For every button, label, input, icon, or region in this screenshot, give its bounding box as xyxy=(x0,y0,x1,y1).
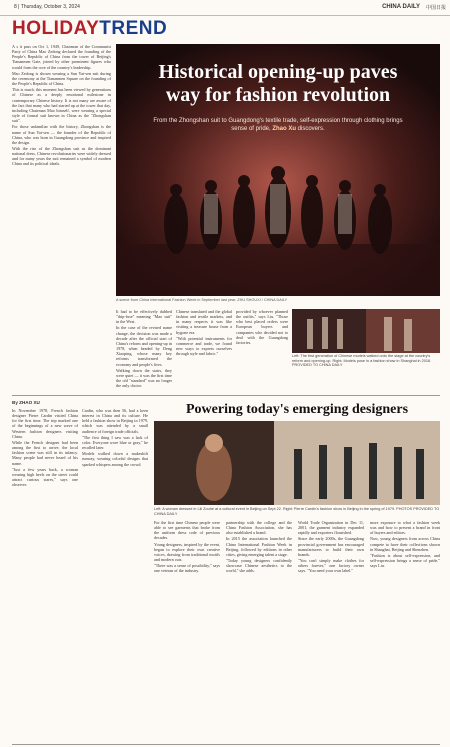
article-column-1 xyxy=(116,309,172,395)
models-caption: Left: The first generation of Chinese models walked onto the stage at the country's reform and opening-up. Right: Models pose in a fashion show in Shanghai in 2018. PROVIDED TO CHINA DAILY xyxy=(292,354,432,368)
secondary-article-paragraph: "Today young designers confidently showcase Chinese aesthetics to the world," she adds. xyxy=(226,558,292,574)
article-paragraph: It had to be effectively dubbed "drip-fuse" meaning "Mao suit" in the West. xyxy=(116,309,172,325)
standfirst: From the Zhongshan suit to Guangdong's textile trade, self-expression through clothing brings sense of pride, Zhao Xu discovers. xyxy=(153,118,403,132)
intro-paragraph: For those unfamiliar with the history, Zhongshan is the name of Sun Yat-sen — the founder of the Republic of China, who was born in Guangdong province and inspired the design. xyxy=(12,124,111,145)
secondary-caption: Left: A woman dressed in Lili Zouhe at a cultural event in Beijing on Sept 22. Right: Pierre Cardin's fashion show in Beijing in the spring of 1979. PHOTOS PROVIDED TO CHINA DAILY xyxy=(154,507,440,516)
headline-line-2: way for fashion revolution xyxy=(165,84,391,106)
author-name: Zhao Xu xyxy=(272,126,296,132)
intro-paragraph: With the rise of the Zhongshan suit as the dominant national dress, Chinese revolutionaries were widely dressed and for many years the suit remained a symbol of modern China and its political ideals. xyxy=(12,145,111,167)
section-divider xyxy=(12,395,440,396)
secondary-article-paragraph: "You can't simply make clothes for others forever," one factory owner says. "You need your own label." xyxy=(298,558,364,574)
secondary-article-paragraph: more exposure to what a fashion week was and how to present a brand in front of buyers and editors. xyxy=(370,520,440,536)
page-bottom-rule xyxy=(12,744,440,745)
section-masthead xyxy=(12,16,440,40)
article-paragraph: In the case of the revised name change, the decision was made a decade after the official start of China's reform and opening-up in 1978, when headed by Deng Xiaoping, whose many key reforms transformed the economy and people's lives. xyxy=(116,325,172,367)
secondary-article-column-6 xyxy=(370,520,440,742)
article-continuation xyxy=(116,305,440,395)
section-title: HOLIDAYTREND xyxy=(12,18,168,39)
article-paragraph: Chinese translated and the global fashion and textile markets, and in many respects it was like visiting a treasure house from a bygone era. xyxy=(176,309,232,335)
page-number-date: 8 | Thursday, October 3, 2024 xyxy=(14,4,80,10)
secondary-article-paragraph: "The first thing I saw was a lack of color. Everyone wore blue or gray," he recalled later. xyxy=(82,434,148,451)
secondary-article-paragraph: partnership with the college and the China Fashion Association, she has also established a brand. xyxy=(226,520,292,536)
left-intro-column xyxy=(12,44,111,340)
hero-caption: A scene from China International Fashion Week in September last year. ZHU SHOUXI / CHINA DAILY xyxy=(116,298,288,302)
secondary-headline: Powering today's emerging designers xyxy=(185,402,409,417)
secondary-article-paragraph: For the first time Chinese people were able to see garments that broke from the uniform dress code of previous decades. xyxy=(154,520,220,541)
article-column-3 xyxy=(236,309,288,395)
article-paragraph: Walking down the stairs, they were quiet — it was the first time the old "standard" was no longer the only choice. xyxy=(116,367,172,389)
secondary-article-paragraph: Cardin, who was then 56, had a keen interest in China and its culture. He held a fashion show in Beijing in 1979, which was attended by a small audience of foreign trade officials. xyxy=(82,408,148,434)
secondary-article-column-5 xyxy=(298,520,364,742)
secondary-article-column-2 xyxy=(82,408,148,742)
hero-photo xyxy=(116,44,440,296)
designer-photos-image xyxy=(154,421,440,505)
byline: By ZHAO XU xyxy=(12,400,40,405)
intro-paragraph: This is much, this moment has been viewed by generations of Chinese as a deeply emotional milestone in contemporary Chinese history. It is not many are aware of the fact that many who had started up at the tower that day, including Chairman Mao himself, were wearing a special style of formal suit known in China as the "Zhongshan suit". xyxy=(12,87,111,124)
secondary-photos xyxy=(154,421,440,505)
article-paragraph: provided by whoever planned the outfits," says Liu. "Those who best placed orders were European buyers and companies who decided not to deal with the Guangdong factories. xyxy=(236,309,288,345)
article-paragraph: "With potential instruments for commerce and trade, we found new ways to express ourselves through style and fabric." xyxy=(176,335,232,357)
models-image xyxy=(292,309,440,353)
secondary-article-column-3 xyxy=(154,520,220,742)
secondary-article-paragraph: In November 1978, French fashion designer Pierre Cardin visited China for the first time. The trip marked one of the beginnings of a new wave of Western fashion designers visiting China. xyxy=(12,408,78,439)
intro-paragraph: A s it pass on Oct 1, 1949, Chairman of the Communist Party of China Mao Zedong declared the founding of the People's Republic of China from the tower of Beijing's Tiananmen Gate, joined by other prominent figures who would form the core of the country's leadership. xyxy=(12,44,111,70)
model-photos xyxy=(292,309,440,353)
intro-paragraph: Mao Zedong is shown wearing a Sun Yat-sen suit during the ceremony at the Tiananmen Square on the founding of the People's Republic of China. xyxy=(12,70,111,87)
headline-line-1: Historical opening-up paves xyxy=(158,61,398,83)
secondary-article-paragraph: "There was a sense of possibility," says one veteran of the industry. xyxy=(154,563,220,574)
secondary-article-paragraph: World Trade Organization in Dec 11, 2001, the garment industry expanded rapidly and exporters flourished. xyxy=(298,520,364,536)
secondary-article-paragraph: In 2015 the association launched the China International Fashion Week in Beijing, followed by editions in other cities, giving emerging talent a stage. xyxy=(226,536,292,557)
secondary-article-paragraph: "Fashion is about self-expression, and self-expression brings a sense of pride," says Liu. xyxy=(370,552,440,569)
secondary-article-column-4 xyxy=(226,520,292,742)
article-column-2 xyxy=(176,309,232,395)
newspaper-brand-chinese: 中国日报 xyxy=(425,5,446,11)
secondary-article-column-1 xyxy=(12,408,78,742)
newspaper-brand: CHINA DAILY xyxy=(382,4,420,10)
page-header-bar xyxy=(0,0,450,16)
secondary-article-paragraph: Since the early 2000s, the Guangdong provincial government has encouraged manufacturers to build their own brands. xyxy=(298,536,364,557)
secondary-article-paragraph: While the French designer had been among the first to arrive, the local fashion scene was still in its infancy. Many people had never heard of his name. xyxy=(12,439,78,466)
secondary-article-paragraph: Models walked down a makeshift runway, wearing colorful designs that sparked whispers among the crowd. xyxy=(82,451,148,467)
secondary-article-paragraph: Young designers, inspired by the event, began to explore their own creative voices, drawing from traditional motifs and modern cuts. xyxy=(154,541,220,563)
secondary-article-paragraph: Now, young designers from across China compete to have their collections shown in Shanghai, Beijing and Shenzhen. xyxy=(370,536,440,552)
secondary-article-paragraph: "Just a few years back, a woman wearing high heels on the street could attract curious stares," says one observer. xyxy=(12,466,78,488)
